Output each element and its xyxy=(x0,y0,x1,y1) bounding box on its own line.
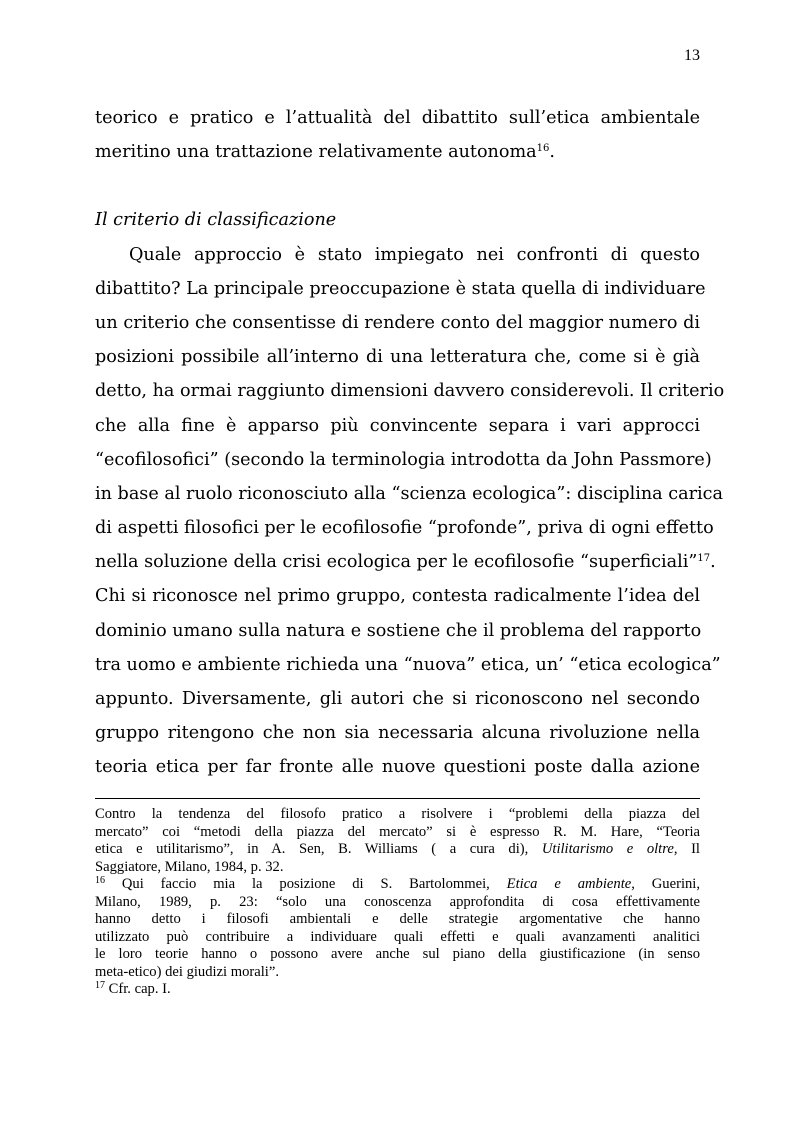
body-text xyxy=(95,101,725,785)
text-line: gruppo ritengono che non sia necessaria alcuna rivoluzione nella xyxy=(95,723,700,744)
text-line: teorico e pratico e l’attualità del dibattito sull’etica ambientale xyxy=(95,108,700,128)
text-line: di aspetti filosofici per le ecofilosofie “profonde”, priva di ogni effetto xyxy=(95,518,714,539)
footnote-line: mercato” coi “metodi della piazza del mercato” si è espresso R. M. Hare, “Teoria xyxy=(95,823,700,840)
text-line: Quale approccio è stato impiegato nei confronti di questo xyxy=(129,244,700,265)
footnote-16: $^{16}$ Qui faccio mia la posizione di S. Bartolommei, Etica e ambiente, Guerini, xyxy=(95,875,701,892)
text-line: dominio umano sulla natura e sostiene che il problema del rapporto xyxy=(95,620,702,641)
text-line: nella soluzione della crisi ecologica per le ecofilosofie “superficiali”$^{17}$. xyxy=(95,552,716,573)
footnote-number: 17 xyxy=(95,980,105,991)
text-line: meritino una trattazione relativamente autonoma$^{16}$. xyxy=(95,142,555,163)
footnote-line: utilizzato può contribuire a individuare quali effetti e quali avanzamenti analitici xyxy=(95,928,700,945)
footnote-line: Milano, 1989, p. 23: “solo una conoscenza approfondita di cosa effettivamente xyxy=(95,893,700,910)
footnote-line: hanno detto i filosofi ambientali e delle strategie argomentative che hanno xyxy=(95,911,700,927)
text-line: in base al ruolo riconosciuto alla “scienza ecologica”: disciplina carica xyxy=(95,483,723,504)
footnote-line: le loro teorie hanno o possono avere anche sul piano della giustificazione (in senso xyxy=(95,946,700,962)
footnotes xyxy=(95,806,700,999)
footnote-number: 16 xyxy=(95,875,105,886)
text-line: tra uomo e ambiente richieda una “nuova” etica, un’ “etica ecologica” xyxy=(95,654,721,675)
page-number: 13 xyxy=(684,47,700,64)
section-heading: Il criterio di classificazione xyxy=(95,210,337,231)
text-line: teoria etica per far fronte alle nuove questioni poste dalla azione xyxy=(95,757,700,778)
text-line: un criterio che consentisse di rendere conto del maggior numero di xyxy=(95,312,700,333)
footnote-ref-17[interactable]: 17 xyxy=(697,553,711,565)
text-line: dibattito? La principale preoccupazione è stata quella di individuare xyxy=(95,278,706,299)
footnote-line: etica e utilitarismo”, in A. Sen, B. Williams ( a cura di), Utilitarismo e oltre, Il xyxy=(95,841,700,857)
text-line: posizioni possibile all’interno di una letteratura che, come si è già xyxy=(95,347,700,368)
text-line: detto, ha ormai raggiunto dimensioni davvero considerevoli. Il criterio xyxy=(95,381,725,402)
footnote-separator xyxy=(95,798,700,799)
text-line: “ecofilosofici” (secondo la terminologia introdotta da John Passmore) xyxy=(95,449,712,470)
text-line: appunto. Diversamente, gli autori che si riconoscono nel secondo xyxy=(95,689,700,709)
footnote-ref-16[interactable]: 16 xyxy=(536,143,550,155)
footnote-line: meta-etico) dei giudizi morali”. xyxy=(95,963,279,980)
text-line: che alla fine è apparso più convincente separa i vari approcci xyxy=(95,415,700,436)
footnote-17: $^{17}$ Cfr. cap. I. xyxy=(95,980,171,997)
footnote-line: Saggiatore, Milano, 1984, p. 32. xyxy=(95,858,284,875)
text-line: Chi si riconosce nel primo gruppo, contesta radicalmente l’idea del xyxy=(95,586,700,607)
footnote-line: Contro la tendenza del filosofo pratico a risolvere i “problemi della piazza del xyxy=(95,806,700,822)
